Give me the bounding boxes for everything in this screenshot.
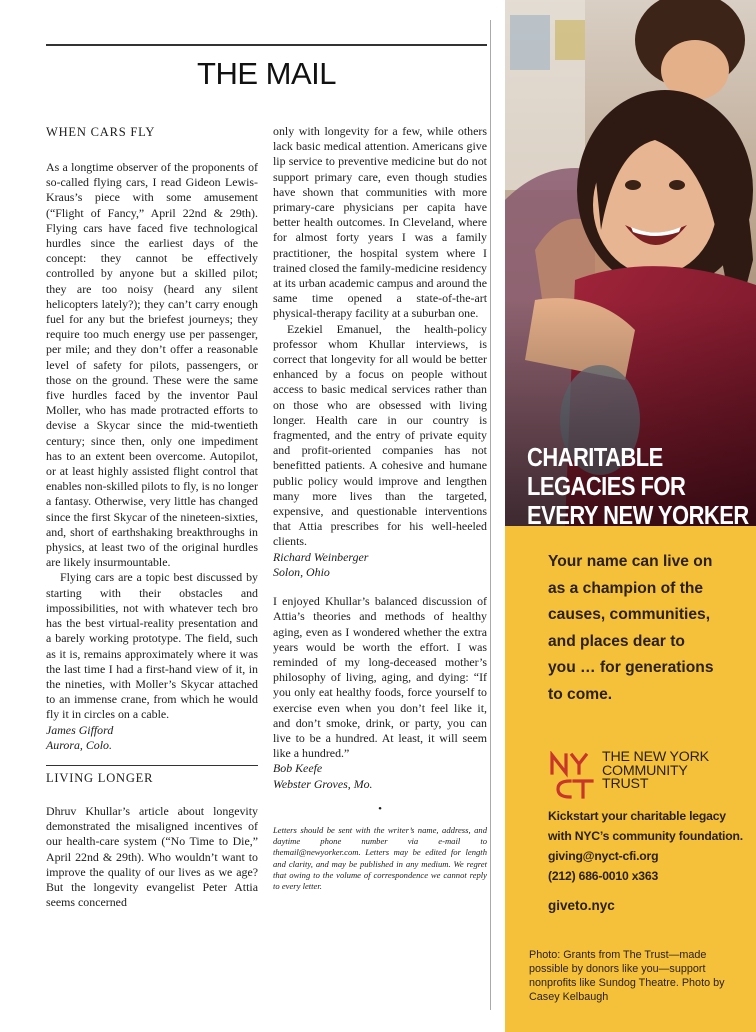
letter-paragraph: Dhruv Khullar’s article about longevity demonstrated the misaligned incentives of our health-care system (“No Time to Die,” April 22nd & 29th). Who wouldn’t want to improve the quality of our lives as we age? But the longevity evangelist Peter Attia seems concerned	[46, 803, 258, 910]
ad-pitch-line: as a champion of the	[548, 579, 704, 597]
page-title: THE MAIL	[197, 56, 336, 91]
letter-author: Bob Keefe	[273, 761, 323, 776]
letter-paragraph: As a longtime observer of the proponents of so-called flying cars, I read Gideon Lewis-Kraus’s piece with some amusement (“Flight of Fancy,” April 22nd & 29th). Flying cars have faced five technological hurdles since the earliest days of the concept: they cannot be effectively controlled by anyone but a skilled pilot; they are too noisy (heard any silent helicopters lately?); they can’t carry enough fuel for any but the briefest journeys; they require too much energy use per passenger, per mile; and they don’t offer a reasonable level of safety for pilots, passengers, or those on the ground. These were the same five hurdles faced by the inventor Paul Moller, who has made protracted efforts to devise a Skycar since the mid-twentieth century; since then, only one impediment has to an extent been overcome. Autopilot, or at least highly assisted flight control that enables non-skilled pilots to fly, is no longer a fantasy. Otherwise, very little has changed since the first Skycar of the nineteen-sixties, and, short of earthshaking breakthroughs in physics, at least two of the original hurdles are likely insurmountable.	[46, 160, 258, 570]
ad-body-line: Kickstart your charitable legacy	[548, 809, 726, 823]
ad-headline-line: LEGACIES FOR	[527, 473, 686, 501]
left-column	[46, 124, 258, 910]
letter-paragraph: only with longevity for a few, while others lack basic medical attention. Americans give lip service to preventive medicine but do not support primary care, even though studies have shown that communities with more primary-care physicians per capita have better health outcomes. In Cleveland, where for almost forty years I was a family practitioner, the hospital system where I trained closed the family-medicine residency at its urban academic campus and around the same time opened a state-of-the-art physical-therapy facility at a suburban one.	[273, 124, 487, 321]
ad-pitch	[548, 549, 748, 709]
letters-policy-fineprint: Letters should be sent with the writer’s name, address, and daytime phone number via e-mail to themail@newyorker.com. Letters may be edited for length and clarity, and may be published in any medium. We regret that owing to the volume of correspondence we cannot reply to every letter.	[273, 824, 487, 891]
letter-author: Richard Weinberger	[273, 549, 369, 564]
ad-phone-number[interactable]: (212) 686-0010 x363	[548, 869, 659, 883]
letter-author: James Gifford	[46, 722, 114, 737]
ad-yellow-panel	[505, 526, 756, 1032]
nyct-logo-mark-icon	[548, 751, 598, 799]
ad-headline-line: CHARITABLE	[527, 444, 663, 472]
logo-text-line: TRUST	[602, 776, 649, 792]
letter-paragraph: Flying cars are a topic best discussed by starting with their obstacles and impossibilities, not with whatever tech bro has the best virtual-reality presentation and a barely working prototype. The field, such as it is, remains approximately where it was the last time I had a first-hand view of it, in the nineties, with Moller’s Skycar attached to an immense crane, from which he would fly it in circles on a cable.	[46, 570, 258, 722]
ad-pitch-line: Your name can live on	[548, 553, 713, 570]
top-rule	[46, 44, 487, 46]
letter-paragraph: Ezekiel Emanuel, the health-policy professor whom Khullar interviews, is correct that longevity for all would be better enhanced by a focus on people without access to basic medical services rather than on those who are obsessed with living longer. Health care in our country is fragmented, and the entry of private equity and profit-oriented companies has not benefitted patients. A cohesive and humane public policy would improve and lengthen many more lives than the targeted, expensive, and questionable interventions that Attia prescribes for his well-heeled clients.	[273, 321, 487, 549]
ad-photo	[505, 0, 756, 526]
letter-paragraph: I enjoyed Khullar’s balanced discussion of Attia’s theories and methods of healthy aging, even as I wondered whether the extra years would be worth the effort. I was reminded of my long-deceased mother’s philosophy of living, aging, and dying: “If you only eat healthy foods, force yourself to exercise even when you don’t feel like it, and don’t smoke, drink, or party, you can live to be a hundred. At least, it will seem like a hundred.”	[273, 594, 487, 761]
ad-pitch-line: to come.	[548, 685, 613, 703]
letter-location: Webster Groves, Mo.	[273, 776, 373, 791]
letter-location: Solon, Ohio	[273, 564, 330, 579]
right-column	[273, 124, 487, 892]
ad-headline	[527, 444, 749, 526]
ad-body-line: with NYC’s community foundation.	[548, 829, 743, 843]
letter-location: Aurora, Colo.	[46, 737, 112, 752]
ad-website-link[interactable]: giveto.nyc	[548, 898, 615, 913]
logo-text-line: COMMUNITY	[602, 762, 688, 779]
column-divider	[490, 20, 491, 1010]
advertisement	[505, 0, 756, 1032]
ad-photo-credit: Photo: Grants from The Trust—made possible by donors like you—support nonprofits like Sundog Theatre. Photo by Casey Kelbaugh	[529, 949, 725, 1003]
separator-dot: •	[378, 802, 382, 815]
nyct-logo-text	[602, 751, 709, 792]
section-heading-living-longer: LIVING LONGER	[46, 765, 258, 786]
section-heading-when-cars-fly: WHEN CARS FLY	[46, 125, 156, 139]
ad-email-link[interactable]: giving@nyct-cfi.org	[548, 849, 659, 863]
ad-headline-line: EVERY NEW YORKER	[527, 502, 749, 526]
ad-pitch-line: you … for generations	[548, 659, 714, 677]
logo-text-line: THE NEW YORK	[602, 749, 709, 765]
ad-pitch-line: causes, communities,	[548, 606, 711, 624]
ad-contact-block	[548, 806, 753, 886]
nyct-logo[interactable]	[548, 751, 748, 801]
ad-pitch-line: and places dear to	[548, 632, 685, 650]
letter-gap	[273, 580, 487, 594]
